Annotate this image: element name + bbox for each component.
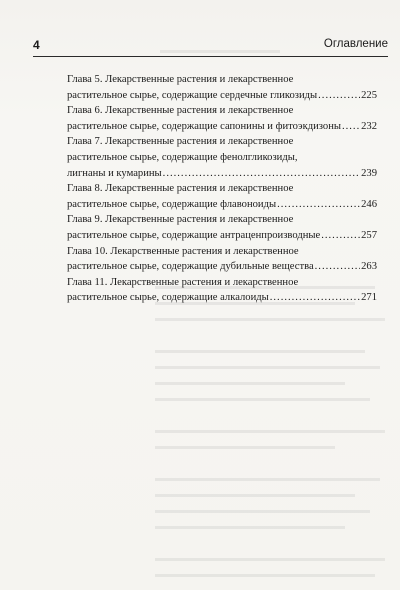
leader-dots <box>321 228 360 244</box>
toc-entry-chapter-6[interactable] <box>67 103 377 134</box>
toc-page-number: 257 <box>361 229 377 241</box>
toc-entry-line: Глава 7. Лекарственные растения и лекарственное <box>67 136 294 148</box>
toc-entry-line: растительное сырье, содержащие дубильные вещества <box>67 261 314 273</box>
toc-entry-line: растительное сырье, содержащие флавоноиды <box>67 198 277 210</box>
toc-entry-line: Глава 5. Лекарственные растения и лекарственное <box>67 74 294 85</box>
toc-entry-line: Глава 11. Лекарственные растения и лекарственное <box>67 276 299 288</box>
toc-entry-line: Глава 6. Лекарственные растения и лекарственное <box>67 105 294 117</box>
toc-page-number: 263 <box>361 261 377 273</box>
toc-entry-chapter-7[interactable] <box>67 134 377 181</box>
toc-page-number: 232 <box>361 120 377 132</box>
running-header <box>33 36 388 54</box>
toc-page-number: 271 <box>361 292 377 304</box>
toc-entry-chapter-9[interactable] <box>67 212 377 243</box>
toc-page-number: 239 <box>361 167 377 179</box>
toc-entry-chapter-11[interactable] <box>67 275 377 306</box>
toc-entry-chapter-5[interactable] <box>67 72 377 103</box>
toc-entry-line: Глава 10. Лекарственные растения и лекарственное <box>67 245 299 257</box>
toc-entry-line: Глава 9. Лекарственные растения и лекарственное <box>67 214 294 226</box>
toc-page-number: 246 <box>361 198 377 210</box>
toc-entry-line: лигнаны и кумарины <box>67 167 162 179</box>
page-number: 4 <box>33 38 40 52</box>
toc-entry-chapter-10[interactable] <box>67 244 377 275</box>
leader-dots <box>270 290 360 306</box>
header-rule <box>33 56 388 57</box>
toc-entry-line: Глава 8. Лекарственные растения и лекарственное <box>67 183 294 195</box>
toc-entry-line: растительное сырье, содержащие фенолгликозиды, <box>67 151 298 163</box>
toc-entry-line: растительное сырье, содержащие антраценпроизводные <box>67 229 321 241</box>
toc-entry-chapter-8[interactable] <box>67 181 377 212</box>
leader-dots <box>163 166 360 182</box>
running-title: Оглавление <box>323 38 388 50</box>
leader-dots <box>318 88 360 104</box>
toc-entry-line: растительное сырье, содержащие сапонины и фитоэкдизоны <box>67 120 341 132</box>
toc-entry-line: растительное сырье, содержащие алкалоиды <box>67 292 269 304</box>
leader-dots <box>342 119 360 135</box>
leader-dots <box>277 197 360 213</box>
table-of-contents <box>67 72 377 306</box>
toc-entry-line: растительное сырье, содержащие сердечные гликозиды <box>67 89 318 101</box>
leader-dots <box>315 259 360 275</box>
toc-page-number: 225 <box>361 89 377 101</box>
